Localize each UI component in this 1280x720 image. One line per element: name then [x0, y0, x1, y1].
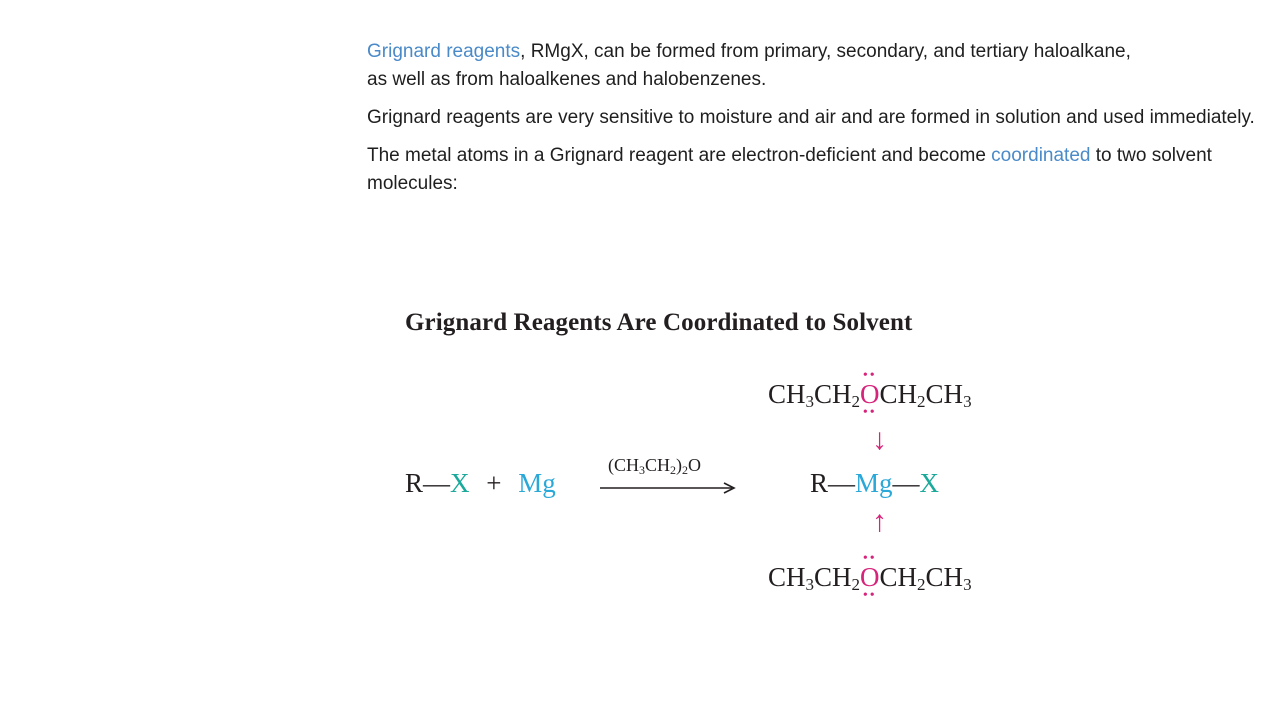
bond: — — [828, 468, 856, 498]
paragraph-1-text-line2: as well as from haloalkenes and halobenzenes. — [367, 69, 767, 90]
paragraph-3 — [367, 142, 1257, 198]
paragraph-3-text: The metal atoms in a Grignard reagent are electron-deficient and become — [367, 145, 992, 166]
coordination-arrow-up: ↑ — [872, 505, 887, 538]
halogen-x: X — [919, 468, 940, 498]
solvent-reagent: $(CH_3CH_2)_2O$ — [608, 455, 702, 477]
coordinated-link[interactable]: coordinated — [991, 145, 1091, 166]
halogen-x: X — [450, 468, 470, 498]
lone-pair-dots: •• — [862, 405, 877, 420]
r-group: R — [405, 468, 424, 498]
figure-title: Grignard Reagents Are Coordinated to Solvent — [405, 309, 913, 336]
paragraph-2: Grignard reagents are very sensitive to moisture and air and are formed in solution and used immediately. — [367, 107, 1255, 128]
reaction-figure — [400, 305, 1040, 615]
lone-pair-dots: •• — [862, 368, 877, 383]
grignard-reagents-link[interactable]: Grignard reagents — [367, 41, 521, 62]
coordination-arrow-down: ↓ — [872, 423, 887, 456]
lone-pair-dots: •• — [862, 588, 877, 603]
oxygen-atom: O — [860, 379, 880, 409]
lone-pair-dots: •• — [862, 551, 877, 566]
magnesium: Mg — [855, 468, 893, 498]
product — [810, 468, 939, 499]
text-block — [367, 38, 1257, 208]
bottom-ether: $CH_3CH_2$ •• O •• $CH_2CH_3$ — [768, 551, 972, 603]
paragraph-1 — [367, 38, 1257, 94]
reactants — [405, 468, 556, 499]
bond: — — [423, 468, 451, 498]
magnesium: Mg — [518, 468, 556, 498]
paragraph-1-text: , RMgX, can be formed from primary, secondary, and tertiary haloalkane, — [520, 41, 1131, 62]
bond: — — [892, 468, 920, 498]
oxygen-atom: O — [860, 562, 880, 592]
top-ether: $CH_3CH_2$ •• O •• $CH_2CH_3$ — [768, 368, 972, 420]
plus-sign: + — [486, 468, 502, 498]
paragraph-3-text-end: to two solvent molecules: — [367, 145, 1212, 194]
r-group: R — [810, 468, 829, 498]
reaction-arrow — [600, 481, 740, 495]
